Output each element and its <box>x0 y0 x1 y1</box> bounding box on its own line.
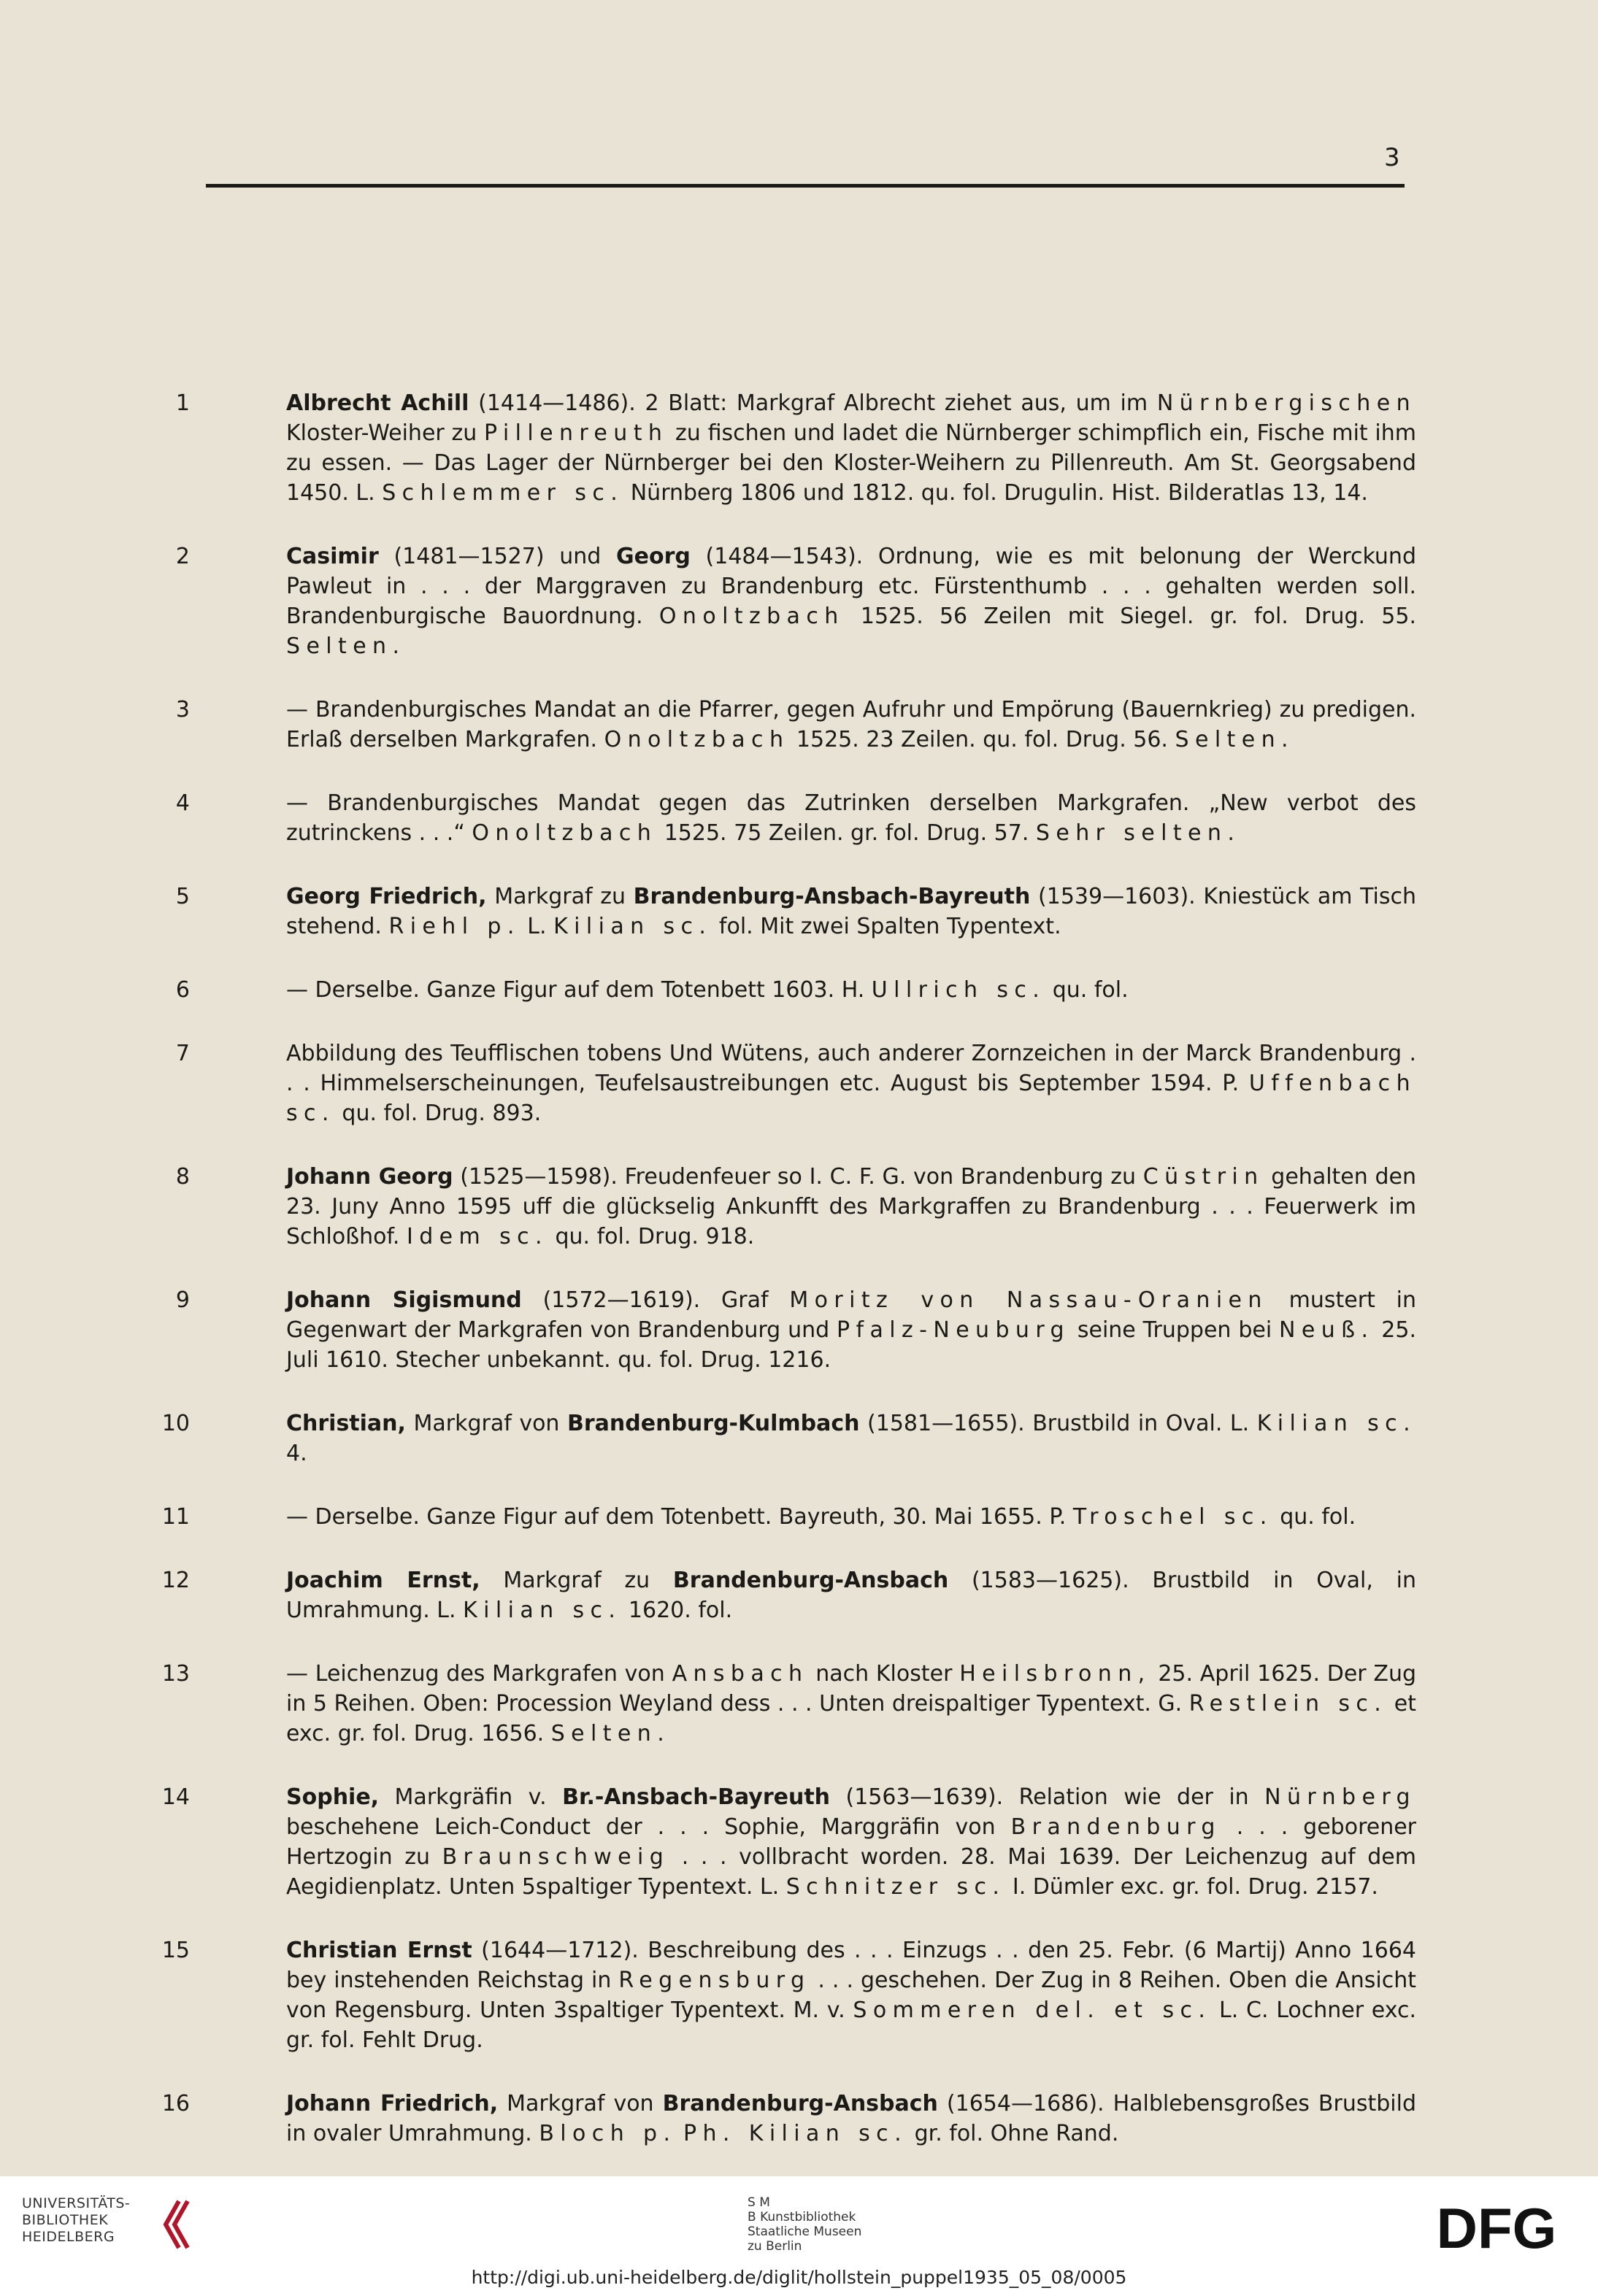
entry-number: 15 <box>161 1938 190 1963</box>
entry-text: Abbildung des Teufflischen tobens Und Wütens, auch anderer Zornzeichen in der Marck Brandenburg . . . Himmelserscheinungen, Teufelsaustreibungen etc. August bis September 1594. P. Uffenbach sc. qu. fol. Drug. 893. <box>286 1041 1416 1126</box>
catalog-entry <box>175 1162 1416 1252</box>
entry-number: 8 <box>175 1164 190 1190</box>
catalog-entry <box>161 1409 1417 1468</box>
catalog-entry <box>161 1659 1417 1749</box>
catalog-entry <box>175 695 1416 755</box>
museum-credit <box>748 2195 861 2254</box>
museum-credit-line4: zu Berlin <box>748 2239 802 2254</box>
museum-credit-line2: B Kunstbibliothek <box>748 2210 856 2224</box>
entry-number: 14 <box>161 1784 190 1810</box>
entry-text: Joachim Ernst, Markgraf zu Brandenburg-Ansbach (1583—1625). Brustbild in Oval, in Umrahmung. L. Kilian sc. 1620. fol. <box>286 1568 1417 1623</box>
dfg-logo[interactable] <box>1424 2198 1570 2257</box>
catalog-entry <box>161 1502 1416 1532</box>
entry-number: 12 <box>161 1568 190 1593</box>
catalog-entry <box>175 388 1417 508</box>
entry-number: 1 <box>175 390 190 416</box>
entry-number: 11 <box>161 1504 190 1530</box>
library-name-line3: HEIDELBERG <box>22 2229 115 2245</box>
entry-text: — Brandenburgisches Mandat gegen das Zutrinken derselben Markgrafen. „New verbot des zutrinckens . . .“ Onoltzbach 1525. 75 Zeilen. gr. fol. Drug. 57. Sehr selten. <box>286 790 1416 846</box>
library-name-line1: UNIVERSITÄTS- <box>22 2195 131 2211</box>
entry-text: Georg Friedrich, Markgraf zu Brandenburg-Ansbach-Bayreuth (1539—1603). Kniestück am Tisch stehend. Riehl p. L. Kilian sc. fol. Mit zwei Spalten Typentext. <box>286 884 1416 939</box>
page-number: 3 <box>1384 143 1400 172</box>
catalog-entry <box>175 975 1416 1005</box>
catalog-entries <box>161 388 1417 2182</box>
museum-credit-line1: S M <box>748 2195 770 2210</box>
catalog-entry <box>175 882 1416 941</box>
library-mark-icon <box>150 2195 201 2254</box>
entry-text: Sophie, Markgräfin v. Br.-Ansbach-Bayreuth (1563—1639). Relation wie der in Nürnberg beschehene Leich-Conduct der . . . Sophie, Marggräfin von Brandenburg . . . geborener Hertzogin zu Braunschweig . . . vollbracht worden. 28. Mai 1639. Der Leichenzug auf dem Aegidienplatz. Unten 5spaltiger Typentext. L. Schnitzer sc. I. Dümler exc. gr. fol. Drug. 2157. <box>286 1784 1417 1900</box>
entry-text: Johann Friedrich, Markgraf von Brandenburg-Ansbach (1654—1686). Halblebensgroßes Brustbild in ovaler Umrahmung. Bloch p. Ph. Kilian sc. gr. fol. Ohne Rand. <box>286 2091 1417 2146</box>
entry-number: 9 <box>175 1287 190 1313</box>
catalog-entry <box>175 788 1416 848</box>
entry-text: — Brandenburgisches Mandat an die Pfarrer, gegen Aufruhr und Empörung (Bauernkrieg) zu predigen. Erlaß derselben Markgrafen. Onoltzbach 1525. 23 Zeilen. qu. fol. Drug. 56. Selten. <box>286 697 1416 752</box>
entry-number: 4 <box>175 790 190 816</box>
entry-text: — Derselbe. Ganze Figur auf dem Totenbett 1603. H. Ullrich sc. qu. fol. <box>286 977 1129 1003</box>
entry-number: 5 <box>175 884 190 909</box>
entry-number: 7 <box>175 1041 190 1066</box>
dfg-logo-text: DFG <box>1436 2198 1557 2257</box>
entry-number: 2 <box>175 544 190 569</box>
entry-text: Johann Georg (1525—1598). Freudenfeuer so I. C. F. G. von Brandenburg zu Cüstrin gehalten den 23. Juny Anno 1595 uff die glückselig Ankunfft des Markgraffen zu Brandenburg . . . Feuerwerk im Schloßhof. Idem sc. qu. fol. Drug. 918. <box>286 1164 1416 1249</box>
entry-text: Christian, Markgraf von Brandenburg-Kulmbach (1581—1655). Brustbild in Oval. L. Kilian sc. 4. <box>286 1411 1417 1466</box>
entry-text: — Derselbe. Ganze Figur auf dem Totenbett. Bayreuth, 30. Mai 1655. P. Troschel sc. qu. fol. <box>286 1504 1356 1530</box>
catalog-entry <box>161 1565 1417 1625</box>
source-url[interactable]: http://digi.ub.uni-heidelberg.de/diglit/hollstein_puppel1935_05_08/0005 <box>471 2267 1127 2288</box>
entry-number: 3 <box>175 697 190 723</box>
catalog-entry <box>161 1935 1417 2055</box>
library-name <box>22 2195 146 2246</box>
catalog-entry <box>161 1782 1417 1902</box>
entry-number: 6 <box>175 977 190 1003</box>
entry-text: Johann Sigismund (1572—1619). Graf Moritz von Nassau-Oranien mustert in Gegenwart der Markgrafen von Brandenburg und Pfalz-Neuburg seine Truppen bei Neuß. 25. Juli 1610. Stecher unbekannt. qu. fol. Drug. 1216. <box>286 1287 1416 1373</box>
catalog-entry <box>175 1285 1416 1375</box>
entry-text: Casimir (1481—1527) und Georg (1484—1543). Ordnung, wie es mit belonung der Werckund Pawleut in . . . der Marggraven zu Brandenburg etc. Fürstenthumb . . . gehalten werden soll. Brandenburgische Bauordnung. Onoltzbach 1525. 56 Zeilen mit Siegel. gr. fol. Drug. 55. Selten. <box>286 544 1416 659</box>
museum-credit-line3: Staatliche Museen <box>748 2224 862 2239</box>
entry-number: 10 <box>161 1411 190 1436</box>
entry-text: Albrecht Achill (1414—1486). 2 Blatt: Markgraf Albrecht ziehet aus, um im Nürnbergischen Kloster-Weiher zu Pillenreuth zu fischen und ladet die Nürnberger schimpflich ein, Fische mit ihm zu essen. — Das Lager der Nürnberger bei den Kloster-Weihern zu Pillenreuth. Am St. Georgsabend 1450. L. Schlemmer sc. Nürnberg 1806 und 1812. qu. fol. Drugulin. Hist. Bilderatlas 13, 14. <box>286 390 1417 506</box>
catalog-entry <box>175 1039 1416 1128</box>
catalog-entry <box>175 542 1416 661</box>
entry-number: 16 <box>161 2091 190 2116</box>
library-name-line2: BIBLIOTHEK <box>22 2212 109 2228</box>
catalog-entry <box>161 2089 1417 2149</box>
university-library-logo[interactable] <box>22 2195 201 2254</box>
entry-text: Christian Ernst (1644—1712). Beschreibung des . . . Einzugs . . den 25. Febr. (6 Martij) Anno 1664 bey instehenden Reichstag in Regensburg . . . geschehen. Der Zug in 8 Reihen. Oben die Ansicht von Regensburg. Unten 3spaltiger Typentext. M. v. Sommeren del. et sc. L. C. Lochner exc. gr. fol. Fehlt Drug. <box>286 1938 1417 2053</box>
footer-bar <box>0 2176 1598 2296</box>
header-rule <box>206 184 1405 188</box>
entry-text: — Leichenzug des Markgrafen von Ansbach nach Kloster Heilsbronn, 25. April 1625. Der Zug in 5 Reihen. Oben: Procession Weyland dess . . . Unten dreispaltiger Typentext. G. Restlein sc. et exc. gr. fol. Drug. 1656. Selten. <box>286 1661 1417 1746</box>
entry-number: 13 <box>161 1661 190 1687</box>
